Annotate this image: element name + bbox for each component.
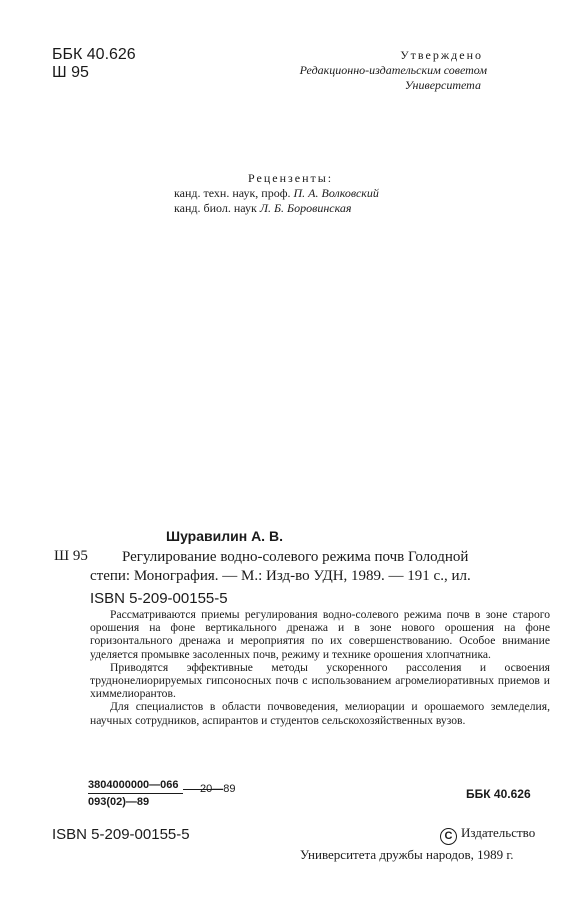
catalog-title-line: Регулирование водно-солевого режима почв Голодной	[122, 549, 469, 565]
approved-by-council: Редакционно-издательским советом	[299, 63, 487, 77]
reviewer-degree: канд. техн. наук, проф.	[174, 186, 291, 200]
code-numerator: 3804000000—066	[88, 779, 179, 791]
reviewer-name: Л. Б. Боровинская	[259, 201, 352, 215]
abstract-paragraph: Для специалистов в области почвоведения, мелиорации и орошаемого земледелия, научных сотрудников, аспирантов и студентов сельскохозяйственных вузов.	[90, 700, 550, 727]
fraction-rule	[88, 793, 183, 794]
reviewer-degree: канд. биол. наук	[174, 201, 257, 215]
code-suffix: 20—89	[200, 783, 236, 795]
bbk-header-block	[52, 46, 136, 82]
catalog-title	[90, 548, 552, 586]
footer-isbn: ISBN 5-209-00155-5	[52, 826, 190, 843]
catalog-code: Ш 95	[54, 548, 88, 564]
approved-label: Утверждено	[400, 48, 483, 62]
publisher-block	[300, 823, 535, 864]
publisher-line-2: Университета дружбы народов, 1989 г.	[300, 847, 514, 862]
copyright-icon: C	[440, 828, 457, 845]
reviewer-name: П. А. Волковский	[293, 186, 379, 200]
approval-block	[299, 48, 487, 93]
book-code: Ш 95	[52, 64, 89, 81]
catalog-title-line: степи: Монография. — М.: Изд-во УДН, 1989. — 191 с., ил.	[90, 568, 471, 584]
bbk-code: ББК 40.626	[52, 46, 136, 63]
abstract-paragraph: Рассматриваются приемы регулирования водно-солевого режима почв в зоне старого орошения на фоне вертикального дренажа и в зоне нового орошения на фоне горизонтального дренажа и мероприятия по их совершенствованию. Особое внимание уделяется промывке засоленных почв, режиму и технике орошения хлопчатника.	[90, 608, 550, 661]
code-denominator: 093(02)—89	[88, 796, 150, 808]
reviewer-line	[174, 186, 379, 201]
catalog-author: Шуравилин А. В.	[166, 528, 283, 544]
publisher-name: Издательство	[461, 825, 536, 840]
reviewers-heading: Рецензенты:	[248, 171, 334, 185]
publisher-line	[300, 823, 535, 845]
reviewer-line	[174, 201, 352, 216]
bbk-footer-code: ББК 40.626	[466, 787, 531, 801]
catalog-isbn: ISBN 5-209-00155-5	[90, 590, 228, 607]
abstract-paragraph: Приводятся эффективные методы ускоренного рассоления и освоения труднонелиорируемых гипсоносных почв с использованием агромелиоративных приемов и химмелиорантов.	[90, 660, 550, 701]
catalog-abstract	[90, 608, 550, 727]
approved-by-university: Университета	[404, 78, 481, 92]
